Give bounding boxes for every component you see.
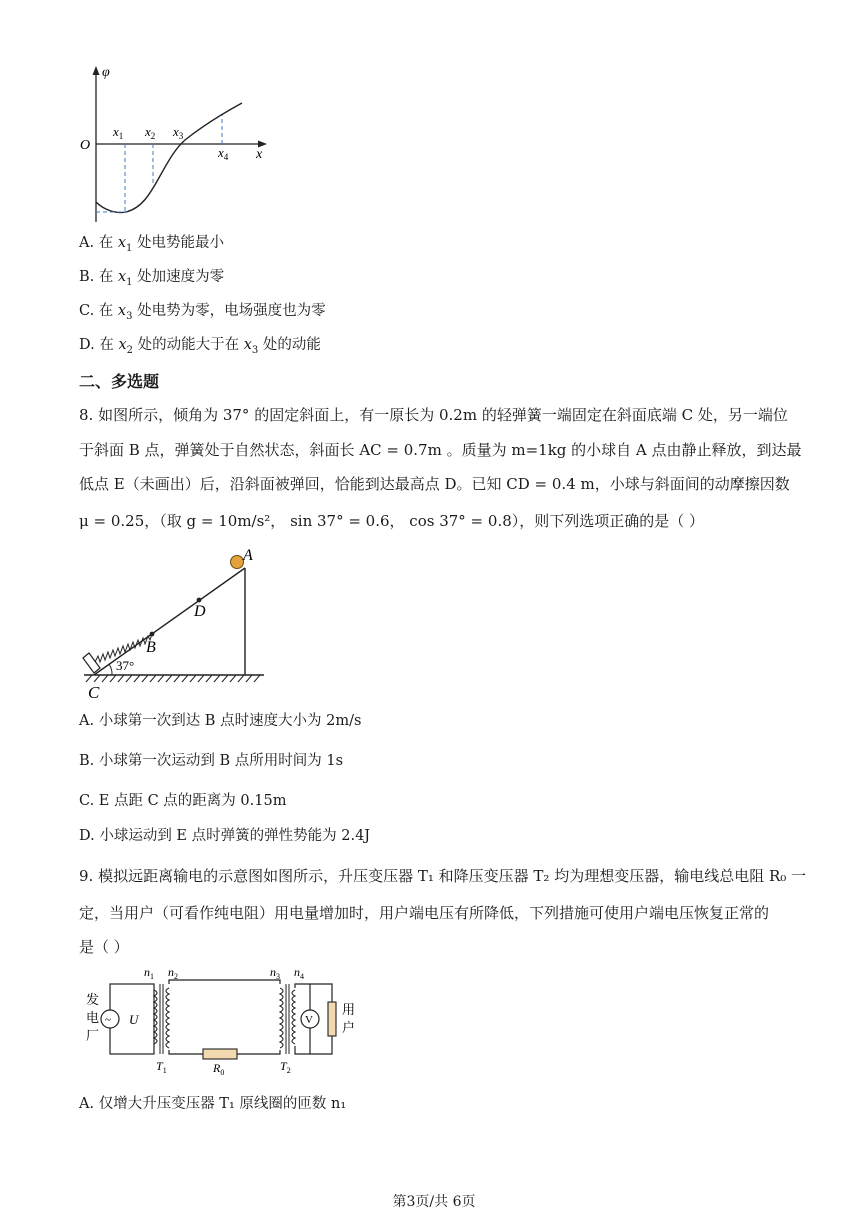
x4-label: $x_4$ (218, 145, 229, 162)
label-r0: $R_0$ (213, 1061, 225, 1077)
q8-line-1: 8. 如图所示，倾角为 37° 的固定斜面上，有一原长为 0.2m 的轻弹簧一端固定在斜面底端 C 处，另一端位 (79, 406, 788, 424)
label-c: C (88, 683, 100, 702)
point-d (197, 598, 202, 603)
angle-arc (109, 664, 112, 675)
t1-secondary-coil (166, 988, 169, 1048)
resistor-r0 (203, 1049, 237, 1059)
q9-option-a[interactable]: A. 仅增大升压变压器 T₁ 原线圈的匝数 n₁ (79, 1096, 347, 1112)
q9-line-1: 9. 模拟远距离输电的示意图如图所示，升压变压器 T₁ 和降压变压器 T₂ 均为理想变压器，输电线总电阻 R₀ 一 (79, 867, 807, 885)
label-n3: $n_3$ (270, 965, 280, 981)
t2-secondary-coil (292, 990, 295, 1044)
label-b: B (146, 639, 156, 656)
user-char-1: 用 (342, 1002, 356, 1017)
q8-line-4: μ = 0.25，（取 g = 10m/s²， sin 37° = 0.6， cos 37° = 0.8），则下列选项正确的是（ ） (79, 512, 705, 530)
label-t1: $T_1$ (156, 1059, 167, 1075)
plant-char-3: 厂 (86, 1028, 100, 1043)
transmission-circuit (82, 962, 362, 1077)
voltage-u: U (129, 1012, 139, 1027)
q9-line-2: 定，当用户（可看作纯电阻）用电量增加时，用户端电压有所降低，下列措施可使用户端电压恢复正常的 (79, 904, 770, 922)
x-axis-label: x (256, 147, 263, 162)
t2-primary-coil (280, 988, 283, 1048)
label-d: D (194, 603, 206, 620)
user-char-2: 户 (342, 1020, 356, 1035)
plant-char-1: 发 (86, 992, 100, 1007)
page-footer: 第3页/共 6页 (392, 1194, 476, 1210)
ground-hatch (86, 675, 260, 682)
ac-symbol: ~ (105, 1014, 111, 1026)
point-b (150, 632, 155, 637)
section-heading: 二、多选题 (79, 372, 160, 391)
line-bottom-2 (237, 1050, 280, 1054)
label-n1: $n_1$ (144, 965, 154, 981)
voltmeter-v: V (305, 1014, 313, 1026)
phi-label: φ (102, 65, 110, 80)
q8-line-3: 低点 E（未画出）后，沿斜面被弹回，恰能到达最高点 D。已知 CD = 0.4 m，小球与斜面间的动摩擦因数 (79, 475, 790, 493)
x3-label: $x_3$ (173, 124, 184, 141)
q7-option-c[interactable]: C. 在 $x_3$ 处电势为零，电场强度也为零 (79, 303, 326, 322)
q8-option-c[interactable]: C. E 点距 C 点的距离为 0.15m (79, 793, 287, 809)
q8-option-d[interactable]: D. 小球运动到 E 点时弹簧的弹性势能为 2.4J (79, 828, 371, 844)
q8-line-2: 于斜面 B 点，弹簧处于自然状态，斜面长 AC = 0.7m 。质量为 m=1kg 的小球自 A 点由静止释放，到达最 (79, 441, 802, 459)
q7-option-d[interactable]: D. 在 $x_2$ 处的动能大于在 $x_3$ 处的动能 (79, 337, 321, 356)
origin-label: O (80, 138, 91, 153)
phi-axis-arrow (93, 66, 100, 75)
label-a: A (243, 548, 253, 564)
x1-label: $x_1$ (113, 124, 124, 141)
user-load (328, 1002, 336, 1036)
ball (231, 556, 244, 569)
x2-label: $x_2$ (145, 124, 156, 141)
q8-option-b[interactable]: B. 小球第一次运动到 B 点所用时间为 1s (79, 753, 344, 769)
line-bottom (169, 1050, 203, 1054)
label-t2: $T_2$ (280, 1059, 291, 1075)
label-n4: $n_4$ (294, 965, 304, 981)
q7-option-a[interactable]: A. 在 $x_1$ 处电势能最小 (79, 235, 224, 254)
incline-figure (78, 548, 273, 703)
label-angle: 37° (116, 658, 135, 673)
q9-line-3: 是（ ） (79, 938, 129, 956)
line-top (169, 980, 280, 984)
phi-x-graph (70, 60, 280, 230)
q7-option-b[interactable]: B. 在 $x_1$ 处加速度为零 (79, 269, 225, 288)
plant-char-2: 电 (86, 1010, 100, 1025)
q8-option-a[interactable]: A. 小球第一次到达 B 点时速度大小为 2m/s (79, 713, 362, 729)
label-n2: $n_2$ (168, 965, 178, 981)
